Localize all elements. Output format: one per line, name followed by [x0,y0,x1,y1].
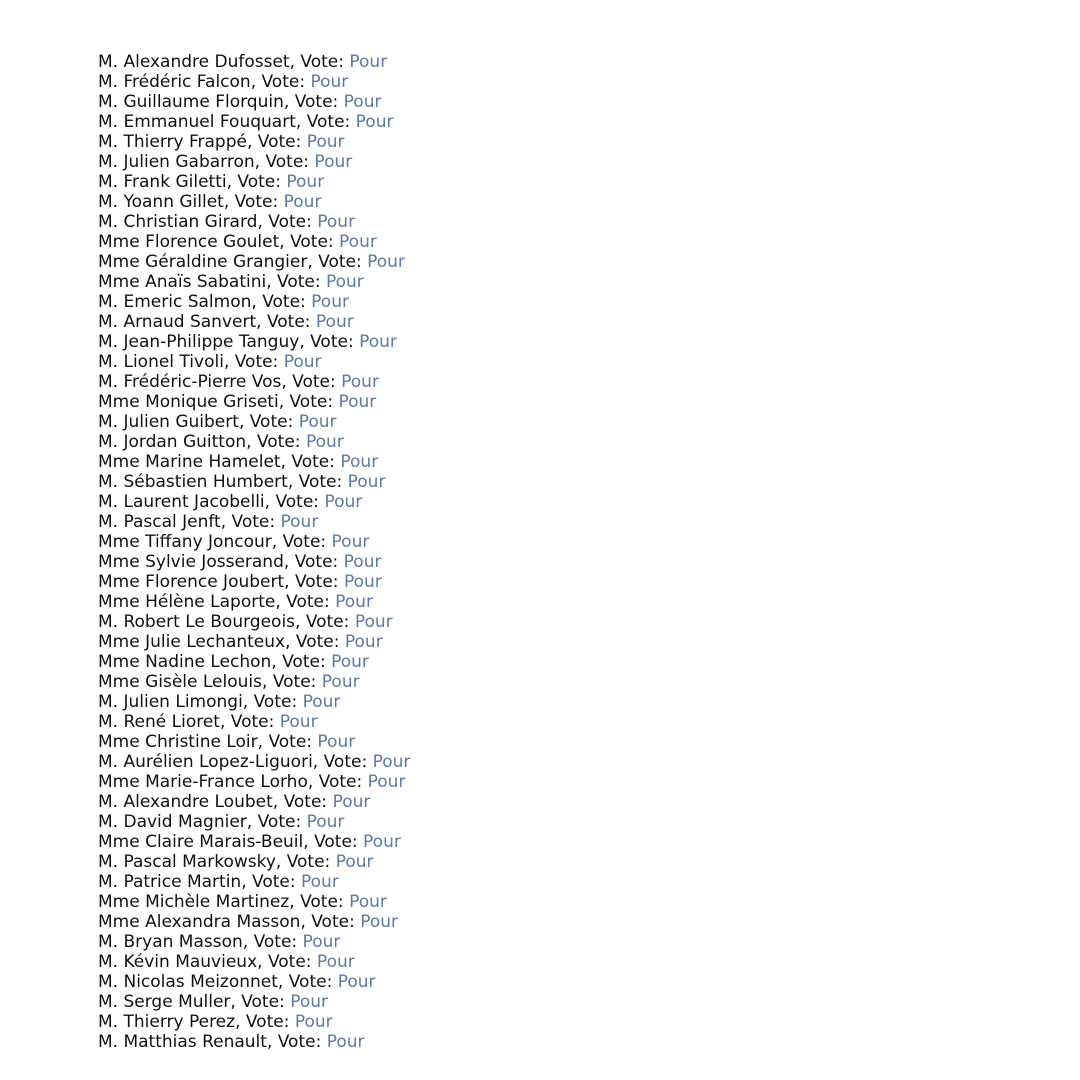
vote-value: Pour [286,172,325,192]
vote-label: Vote: [286,852,331,872]
list-item: M. Kévin Mauvieux, Vote: Pour [98,952,355,972]
vote-value: Pour [315,312,354,332]
deputy-name: M. Thierry Frappé [98,132,247,152]
list-item: M. Julien Limongi, Vote: Pour [98,692,341,712]
vote-value: Pour [354,612,393,632]
deputy-name: Mme Sylvie Josserand [98,552,284,572]
list-item: M. Bryan Masson, Vote: Pour [98,932,341,952]
vote-label: Vote: [310,332,354,352]
vote-value: Pour [294,1012,333,1032]
vote-value: Pour [332,792,371,812]
list-item: Mme Marie-France Lorho, Vote: Pour [98,772,406,792]
vote-label: Vote: [306,112,351,132]
vote-label: Vote: [289,392,334,412]
vote-value: Pour [339,232,377,252]
vote-label: Vote: [265,152,310,172]
vote-label: Vote: [294,92,339,112]
list-item: M. Emmanuel Fouquart, Vote: Pour [98,112,394,132]
vote-value: Pour [344,632,383,652]
list-item: Mme Anaïs Sabatini, Vote: Pour [98,272,364,292]
vote-value: Pour [343,552,382,572]
vote-label: Vote: [267,952,312,972]
vote-value: Pour [341,372,379,392]
vote-label: Vote: [253,932,298,952]
deputy-name: Mme Gisèle Lelouis [98,672,262,692]
vote-label: Vote: [275,492,320,512]
vote-value: Pour [324,492,363,512]
vote-value: Pour [302,692,341,712]
vote-label: Vote: [295,632,340,652]
vote-label: Vote: [257,132,302,152]
list-item: M. Robert Le Bourgeois, Vote: Pour [98,612,393,632]
list-item: M. Jordan Guitton, Vote: Pour [98,432,344,452]
list-item: M. Matthias Renault, Vote: Pour [98,1032,365,1052]
vote-value: Pour [349,52,388,72]
list-item: M. Guillaume Florquin, Vote: Pour [98,92,382,112]
vote-label: Vote: [311,912,355,932]
deputy-name: Mme Nadine Lechon [98,652,272,672]
deputy-name: M. Emeric Salmon [98,292,252,312]
list-item: Mme Alexandra Masson, Vote: Pour [98,912,399,932]
deputy-name: M. Sébastien Humbert [98,472,288,492]
deputy-name: M. Robert Le Bourgeois [98,612,296,632]
deputy-name: M. Julien Gabarron [98,152,255,172]
deputy-name: M. Matthias Renault [98,1032,267,1052]
vote-value: Pour [343,572,382,592]
vote-label: Vote: [277,272,321,292]
list-item: M. Thierry Frappé, Vote: Pour [98,132,345,152]
deputy-name: M. Frédéric-Pierre Vos [98,372,282,392]
vote-value: Pour [316,952,355,972]
deputy-name: M. Frank Giletti [98,172,227,192]
list-item: Mme Christine Loir, Vote: Pour [98,732,356,752]
vote-label: Vote: [294,552,339,572]
vote-value: Pour [343,92,382,112]
list-item: M. Lionel Tivoli, Vote: Pour [98,352,322,372]
vote-label: Vote: [314,832,358,852]
vote-label: Vote: [318,252,362,272]
list-item: Mme Florence Goulet, Vote: Pour [98,232,377,252]
vote-value: Pour [302,932,341,952]
deputy-name: M. Alexandre Dufosset [98,52,290,72]
deputy-name: M. Alexandre Loubet [98,792,273,812]
deputy-name: Mme Tiffany Joncour [98,532,272,552]
deputy-name: M. Laurent Jacobelli [98,492,265,512]
vote-label: Vote: [234,352,279,372]
vote-value: Pour [360,912,399,932]
vote-value: Pour [355,112,394,132]
list-item: M. Julien Gabarron, Vote: Pour [98,152,353,172]
vote-label: Vote: [282,532,327,552]
deputy-name: M. Thierry Perez [98,1012,236,1032]
list-item: M. Alexandre Dufosset, Vote: Pour [98,52,388,72]
deputy-name: Mme Michèle Martinez [98,892,290,912]
list-item: M. Pascal Jenft, Vote: Pour [98,512,319,532]
deputy-name: Mme Marine Hamelet [98,452,281,472]
list-item: M. Sébastien Humbert, Vote: Pour [98,472,386,492]
vote-label: Vote: [268,732,312,752]
deputy-name: M. David Magnier [98,812,247,832]
list-item: M. Thierry Perez, Vote: Pour [98,1012,333,1032]
vote-label: Vote: [277,1032,322,1052]
vote-value: Pour [335,852,374,872]
deputy-name: Mme Anaïs Sabatini [98,272,267,292]
vote-value: Pour [298,412,337,432]
list-item: M. Frédéric-Pierre Vos, Vote: Pour [98,372,379,392]
vote-label: Vote: [272,672,317,692]
deputy-name: M. Jordan Guitton [98,432,247,452]
deputy-name: M. Pascal Markowsky [98,852,276,872]
list-item: Mme Hélène Laporte, Vote: Pour [98,592,373,612]
list-item: Mme Michèle Martinez, Vote: Pour [98,892,387,912]
deputy-name: M. Bryan Masson [98,932,243,952]
deputy-name: Mme Marie-France Lorho [98,772,308,792]
list-item: M. Frédéric Falcon, Vote: Pour [98,72,349,92]
list-item: M. Arnaud Sanvert, Vote: Pour [98,312,354,332]
deputy-name: Mme Florence Goulet [98,232,280,252]
vote-label: Vote: [298,472,343,492]
list-item: Mme Julie Lechanteux, Vote: Pour [98,632,383,652]
vote-value: Pour [301,872,339,892]
vote-value: Pour [283,192,322,212]
list-item: Mme Monique Griseti, Vote: Pour [98,392,377,412]
list-item: Mme Géraldine Grangier, Vote: Pour [98,252,405,272]
vote-list [98,52,410,1052]
vote-value: Pour [279,712,318,732]
vote-value: Pour [306,132,345,152]
vote-value: Pour [347,472,386,492]
vote-label: Vote: [294,572,339,592]
list-item: M. Frank Giletti, Vote: Pour [98,172,325,192]
vote-value: Pour [372,752,411,772]
list-item: M. Nicolas Meizonnet, Vote: Pour [98,972,376,992]
deputy-name: M. René Lioret [98,712,220,732]
list-item: M. David Magnier, Vote: Pour [98,812,345,832]
vote-value: Pour [306,812,345,832]
vote-label: Vote: [292,372,336,392]
vote-label: Vote: [283,792,328,812]
deputy-name: Mme Christine Loir [98,732,258,752]
vote-value: Pour [314,152,353,172]
deputy-name: M. Yoann Gillet [98,192,224,212]
vote-label: Vote: [291,452,335,472]
vote-value: Pour [290,992,328,1012]
list-item: Mme Florence Joubert, Vote: Pour [98,572,382,592]
vote-label: Vote: [249,412,294,432]
vote-value: Pour [325,272,364,292]
deputy-name: Mme Claire Marais-Beuil [98,832,304,852]
list-item: M. Serge Muller, Vote: Pour [98,992,328,1012]
vote-label: Vote: [257,812,302,832]
deputy-name: M. Kévin Mauvieux [98,952,258,972]
vote-value: Pour [331,652,369,672]
list-item: Mme Sylvie Josserand, Vote: Pour [98,552,382,572]
vote-value: Pour [367,772,406,792]
vote-label: Vote: [230,712,275,732]
vote-label: Vote: [305,612,350,632]
vote-value: Pour [349,892,387,912]
deputy-name: M. Emmanuel Fouquart [98,112,296,132]
deputy-name: M. Arnaud Sanvert [98,312,257,332]
list-item: M. Aurélien Lopez-Liguori, Vote: Pour [98,752,411,772]
vote-label: Vote: [318,772,363,792]
vote-value: Pour [311,292,349,312]
vote-value: Pour [340,452,379,472]
vote-value: Pour [331,532,370,552]
vote-value: Pour [363,832,401,852]
deputy-name: Mme Alexandra Masson [98,912,301,932]
deputy-name: M. Nicolas Meizonnet [98,972,278,992]
vote-value: Pour [367,252,405,272]
vote-label: Vote: [234,192,279,212]
vote-label: Vote: [266,312,311,332]
deputy-name: M. Jean-Philippe Tanguy [98,332,300,352]
deputy-name: Mme Monique Griseti [98,392,279,412]
vote-label: Vote: [253,692,298,712]
vote-label: Vote: [262,292,306,312]
vote-value: Pour [317,212,356,232]
deputy-name: M. Frédéric Falcon [98,72,251,92]
vote-label: Vote: [241,992,285,1012]
deputy-name: M. Serge Muller [98,992,231,1012]
vote-label: Vote: [288,972,333,992]
vote-value: Pour [359,332,397,352]
vote-label: Vote: [256,432,301,452]
list-item: Mme Claire Marais-Beuil, Vote: Pour [98,832,401,852]
deputy-name: M. Aurélien Lopez-Liguori [98,752,313,772]
deputy-name: Mme Géraldine Grangier [98,252,308,272]
vote-label: Vote: [323,752,368,772]
vote-label: Vote: [231,512,276,532]
vote-value: Pour [326,1032,365,1052]
list-item: M. Jean-Philippe Tanguy, Vote: Pour [98,332,397,352]
list-item: M. Emeric Salmon, Vote: Pour [98,292,349,312]
vote-value: Pour [283,352,322,372]
list-item: M. Yoann Gillet, Vote: Pour [98,192,322,212]
list-item: M. Pascal Markowsky, Vote: Pour [98,852,374,872]
deputy-name: M. Christian Girard [98,212,258,232]
vote-label: Vote: [282,652,326,672]
deputy-name: Mme Florence Joubert [98,572,285,592]
deputy-name: M. Julien Guibert [98,412,239,432]
list-item: M. René Lioret, Vote: Pour [98,712,318,732]
vote-value: Pour [337,972,376,992]
list-item: M. Julien Guibert, Vote: Pour [98,412,337,432]
list-item: M. Christian Girard, Vote: Pour [98,212,356,232]
deputy-name: M. Guillaume Florquin [98,92,284,112]
vote-label: Vote: [300,892,344,912]
vote-label: Vote: [286,592,330,612]
deputy-name: M. Pascal Jenft [98,512,221,532]
list-item: M. Patrice Martin, Vote: Pour [98,872,339,892]
vote-value: Pour [310,72,349,92]
vote-value: Pour [321,672,360,692]
list-item: M. Alexandre Loubet, Vote: Pour [98,792,371,812]
vote-value: Pour [305,432,344,452]
vote-label: Vote: [252,872,296,892]
list-item: Mme Gisèle Lelouis, Vote: Pour [98,672,360,692]
vote-label: Vote: [268,212,312,232]
vote-value: Pour [338,392,377,412]
vote-label: Vote: [290,232,334,252]
vote-label: Vote: [261,72,306,92]
vote-label: Vote: [245,1012,290,1032]
deputy-name: M. Lionel Tivoli [98,352,224,372]
deputy-name: Mme Julie Lechanteux [98,632,286,652]
deputy-name: M. Patrice Martin [98,872,242,892]
vote-value: Pour [280,512,319,532]
vote-label: Vote: [237,172,281,192]
vote-value: Pour [317,732,356,752]
vote-label: Vote: [300,52,344,72]
list-item: Mme Marine Hamelet, Vote: Pour [98,452,379,472]
deputy-name: M. Julien Limongi [98,692,243,712]
vote-value: Pour [335,592,373,612]
list-item: M. Laurent Jacobelli, Vote: Pour [98,492,363,512]
deputy-name: Mme Hélène Laporte [98,592,276,612]
list-item: Mme Tiffany Joncour, Vote: Pour [98,532,370,552]
list-item: Mme Nadine Lechon, Vote: Pour [98,652,369,672]
